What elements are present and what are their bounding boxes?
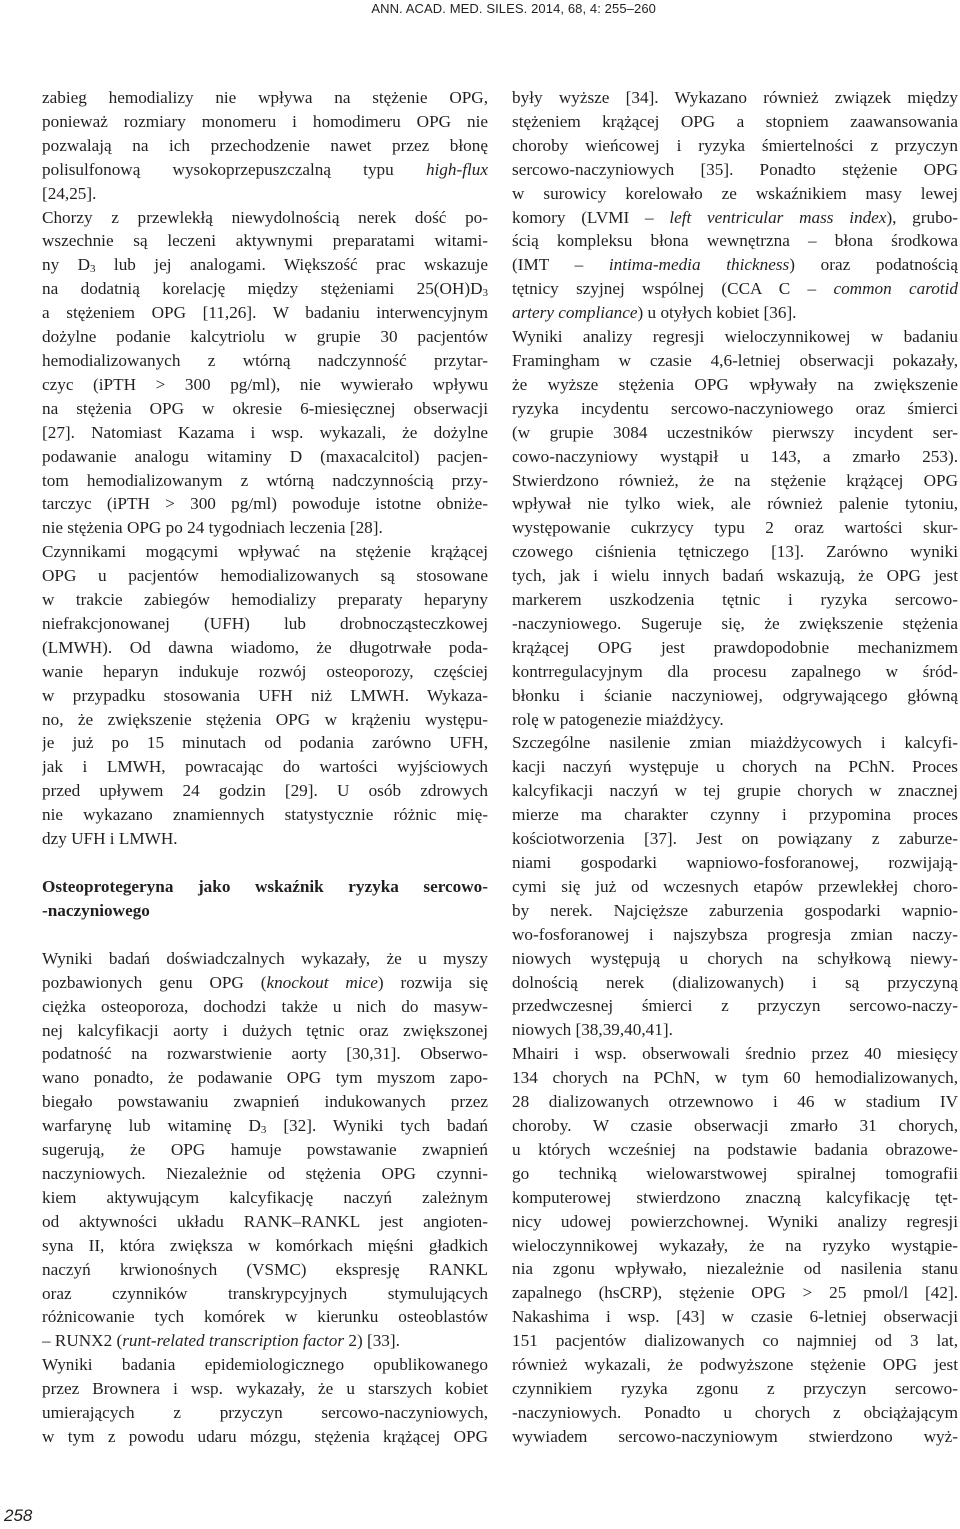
text-line: nie wykazano znamiennych statystycznie różnic mię- [42, 805, 488, 825]
text-line: [24,25]. [42, 183, 97, 203]
text-line: Stwierdzono również, że na stężenie krążącej OPG [512, 470, 958, 490]
text-line: ciężka osteoporoza, dochodzi także u nich do masyw- [42, 996, 488, 1016]
text-line: biegało powstawaniu zwapnień indukowanych przez [42, 1092, 488, 1112]
text-line: naczyniowych. Niezależnie od stężenia OPG czynni- [42, 1163, 488, 1183]
text-line: krążącej OPG jest prawdopodobnie mechanizmem [512, 637, 958, 657]
right-column [512, 86, 958, 1449]
text-line: że wyższe stężenia OPG wpływały na zwiększenie [512, 374, 958, 394]
text-line: kiem aktywującym kalcyfikację naczyń zależnym [42, 1187, 488, 1207]
text-line: 151 pacjentów dializowanych co najmniej od 3 lat, [512, 1331, 958, 1351]
text-line: wywiadem sercowo-naczyniowym stwierdzono wyż- [512, 1426, 958, 1446]
text-line: Szczególne nasilenie zmian miażdżycowych i kalcyfi- [512, 733, 958, 753]
text-line: polisulfonową wysokoprzepuszczalną typu high-flux [42, 159, 488, 179]
text-line: ryzyka incydentu sercowo-naczyniowego oraz śmierci [512, 398, 958, 418]
text-line: -naczyniowego. Sugeruje się, że zwiększenie stężenia [512, 613, 958, 633]
text-line: choroby. W czasie obserwacji zmarło 31 chorych, [512, 1115, 958, 1135]
text-line: rolę w patogenezie miażdżycy. [512, 709, 724, 729]
text-line: -naczyniowych. Ponadto u chorych z obciążającym [512, 1402, 958, 1422]
text-line: na dodatnią korelację między stężeniami $25(OH)D_3$ [42, 279, 488, 300]
text-line: były wyższe [34]. Wykazano również związek między [512, 88, 958, 107]
text-line: Chorzy z przewlekłą niewydolnością nerek dość po- [42, 207, 488, 227]
text-line: wanie heparyn indukuje rozwój osteoporozy, częściej [42, 661, 488, 681]
text-line: podatność na rozwarstwienie aorty [30,31]. Obserwo- [42, 1044, 488, 1064]
text-line: czyc (iPTH > 300 pg/ml), nie wywierało wpływu [42, 374, 488, 394]
paragraph-vitamin-d [42, 206, 488, 541]
left-column [42, 86, 488, 1449]
text-line: hemodializowanych z wtórną nadczynność przytar- [42, 350, 488, 370]
text-line: niowych [38,39,40,41]. [512, 1020, 673, 1040]
text-line: w surowicy korelowało ze wskaźnikiem masy lewej [512, 183, 958, 203]
text-line: 28 dializowanych otrzewnowo i 46 w stadium IV [512, 1092, 958, 1112]
text-line: kontrregulacyjnym dla procesu zapalnego w śród- [512, 661, 958, 681]
text-line: Wyniki badań doświadczalnych wykazały, że u myszy [42, 948, 488, 968]
paragraph-calcification [512, 731, 958, 1042]
text-line: różnicowanie tych komórek w kierunku osteoblastów [42, 1307, 488, 1327]
text-line: tarczyc (iPTH > 300 pg/ml) powoduje istotne obniże- [42, 494, 488, 514]
text-line: ścią kompleksu błona wewnętrzna – błona środkowa [512, 231, 958, 251]
italic-term: high-flux [425, 159, 488, 179]
text-line: przed upływem 24 godzin [29]. U osób zdrowych [42, 781, 488, 801]
paragraph-browner [42, 1353, 488, 1449]
text-line: niami gospodarki wapniowo-fosforanowej, rozwijają- [512, 853, 958, 872]
text-line: dożylne podanie kalcytriolu w grupie 30 pacjentów [42, 327, 488, 347]
text-line: nia zgonu wpływało, niezależnie od nasilenia stanu [512, 1259, 958, 1279]
text-line: nie stężenia OPG po 24 tygodniach leczenia [28]. [42, 518, 383, 538]
text-line: komputerowej stwierdzono znaczną kalcyfikację tęt- [512, 1187, 958, 1207]
text-line: na stężenia OPG w okresie 6-miesięcznej obserwacji [42, 398, 488, 418]
text-line: kościotworzenia [37]. Jest on powiązany z zaburze- [512, 829, 958, 849]
text-line: Wyniki badania epidemiologicznego opublikowanego [42, 1355, 488, 1375]
text-line: – RUNX2 (runt-related transcription factor 2) [33]. [42, 1331, 400, 1351]
text-line: (LMWH). Od dawna wiadomo, że długotrwałe poda- [42, 637, 488, 657]
text-line: ponieważ rozmiary monomeru i homodimeru OPG nie [42, 111, 488, 131]
text-line: [27]. Natomiast Kazama i wsp. wykazali, że dożylne [42, 422, 488, 442]
text-line: naczyń krwionośnych (VSMC) ekspresję RANKL [42, 1259, 488, 1279]
text-line: (IMT – intima-media thickness) oraz podatnością [512, 255, 958, 275]
text-line: je już po 15 minutach od podania zarówno UFH, [42, 733, 488, 753]
text-line: mierze ma charakter czynny i przypomina proces [512, 805, 958, 825]
text-line: w przypadku stosowania UFH niż LMWH. Wykaza- [42, 685, 488, 705]
text-line: pozwalają na ich przechodzenie nawet przez błonę [42, 135, 488, 155]
text-line: u których wcześniej na podstawie badania obrazowe- [512, 1139, 958, 1159]
paragraph-knockout-mice [42, 947, 488, 1353]
text-line: tom hemodializowanym z wtórną nadczynnością przy- [42, 470, 488, 490]
running-head: ANN. ACAD. MED. SILES. 2014, 68, 4: 255–260 [371, 1, 656, 16]
text-line: Framingham w czasie 4,6-letniej obserwacji pokazały, [512, 350, 958, 370]
text-line: wszechnie są leczeni aktywnymi preparatami witami- [42, 231, 488, 251]
text-line: pozbawionych genu OPG (knockout mice) rozwija się [42, 972, 488, 992]
text-line: warfarynę lub witaminę $D_3$ [32]. Wyniki tych badań [42, 1116, 488, 1137]
text-line: dolnością nerek (dializowanych) i są przyczyną [512, 972, 958, 992]
text-line: od aktywności układu RANK–RANKL jest angioten- [42, 1211, 488, 1231]
text-line: sercowo-naczyniowych [35]. Ponadto stężenie OPG [512, 159, 958, 179]
text-line: markerem uszkodzenia tętnic i ryzyka sercowo- [512, 590, 958, 610]
text-line: choroby wieńcowej i ryzyka śmiertelności z przyczyn [512, 135, 958, 155]
text-line: czynnikiem ryzyka zgonu z przyczyn sercowo- [512, 1378, 958, 1398]
text-line: dzy UFH i LMWH. [42, 829, 178, 849]
paragraph-mhairi [512, 1042, 958, 1448]
text-line: (w grupie 3084 uczestników pierwszy incydent ser- [512, 422, 958, 442]
text-line: ny $D_3$ lub jej analogami. Większość prac wskazuje [42, 255, 488, 276]
text-line: Nakashima i wsp. [43] w czasie 6-letniej obserwacji [512, 1307, 958, 1327]
text-line: tętnicy szyjnej wspólnej (CCA C – common carotid [512, 279, 958, 299]
text-line: umierających z przyczyn sercowo-naczyniowych, [42, 1403, 488, 1423]
text-line: jak i LMWH, powracając do wartości wyjściowych [42, 757, 488, 777]
heading-line: -naczyniowego [42, 900, 150, 920]
text-line: stężeniem krążącej OPG a stopniem zaawansowania [512, 111, 958, 131]
text-line: wieloczynnikowej wykazały, że na ryzyko wystąpie- [512, 1235, 958, 1255]
text-line: podawanie analogu witaminy D (maxacalcitol) pacjen- [42, 446, 488, 466]
text-line: syna II, która zwiększa w komórkach mięśni gładkich [42, 1235, 488, 1255]
text-line: w tym z powodu udaru mózgu, stężenia krążącej OPG [42, 1426, 488, 1446]
text-line: błonku i ścianie naczyniowej, odgrywającego główną [512, 685, 958, 705]
paragraph-hemodialysis [42, 86, 488, 206]
text-line: również wykazali, że podwyższone stężenie OPG jest [512, 1355, 958, 1375]
heading-line: Osteoprotegeryna jako wskaźnik ryzyka sercowo- [42, 877, 488, 896]
paragraph-framingham [512, 325, 958, 731]
text-line: a stężeniem OPG [11,26]. W badaniu interwencyjnym [42, 303, 488, 323]
text-line: Mhairi i wsp. obserwowali średnio przez 40 miesięcy [512, 1044, 958, 1064]
text-line: zabieg hemodializy nie wpływa na stężenie OPG, [42, 88, 488, 107]
text-line: cowo-naczyniowy wystąpił u 143, a zmarło 253). [512, 446, 958, 466]
text-line: sugerują, że OPG hamuje powstawanie zwapnień [42, 1140, 488, 1160]
text-line: nicy udowej powierzchownej. Wyniki analizy regresji [512, 1211, 958, 1231]
text-line: artery compliance) u otyłych kobiet [36]. [512, 303, 797, 323]
text-line: by nerek. Najcięższe zaburzenia gospodarki wapnio- [512, 900, 958, 920]
text-line: oraz czynników transkrypcyjnych stymulujących [42, 1283, 488, 1303]
text-line: przez Brownera i wsp. wykazały, że u starszych kobiet [42, 1379, 488, 1399]
text-line: wano ponadto, że podawanie OPG tym myszom zapo- [42, 1068, 488, 1088]
text-line: cymi się już od wczesnych etapów przewlekłej choro- [512, 876, 958, 896]
text-line: zapalnego (hsCRP), stężenie OPG > 25 pmol/l [42]. [512, 1283, 958, 1303]
text-line: no, że zwiększenie stężenia OPG w krążeniu występu- [42, 709, 488, 729]
paragraph-heparin [42, 540, 488, 851]
text-line: 134 chorych na PChN, w tym 60 hemodializowanych, [512, 1068, 958, 1088]
text-line: czowego ciśnienia tętniczego [13]. Zarówno wyniki [512, 542, 958, 562]
text-line: niefrakcjonowanej (UFH) lub drobnocząsteczkowej [42, 613, 488, 633]
text-line: kalcyfikacji naczyń w tej grupie chorych w znacznej [512, 781, 958, 801]
text-line: tych, jak i wielu innych badań wskazują, że OPG jest [512, 566, 958, 586]
section-heading [42, 875, 488, 923]
text-line: Czynnikami mogącymi wpływać na stężenie krążącej [42, 542, 488, 562]
text-line: występowanie cukrzycy typu 2 oraz wartości skur- [512, 518, 958, 538]
text-line: OPG u pacjentów hemodializowanych są stosowane [42, 566, 488, 586]
text-line: nej kalcyfikacji aorty i dużych tętnic oraz zwiększonej [42, 1020, 488, 1040]
page-number: 258 [4, 1506, 33, 1525]
text-line: przedwczesnej śmierci z przyczyn sercowo-naczy- [512, 996, 958, 1016]
text-line: komory (LVMI – left ventricular mass index), grubo- [512, 207, 958, 227]
text-line: Wyniki analizy regresji wieloczynnikowej w badaniu [512, 327, 958, 347]
text-line: wo-fosforanowej i najszybsza progresja zmian naczy- [512, 924, 958, 944]
text-line: wpływał nie tylko wiek, ale również palenie tytoniu, [512, 494, 958, 514]
text-line: w trakcie zabiegów hemodializy preparaty heparyny [42, 590, 488, 610]
text-line: niowych występują u chorych na schyłkową niewy- [512, 948, 958, 968]
text-line: go techniką wielowarstwowej spiralnej tomografii [512, 1163, 958, 1183]
paragraph-cad-risk [512, 86, 958, 325]
text-line: kacji naczyń występuje u chorych na PChN. Proces [512, 757, 958, 777]
